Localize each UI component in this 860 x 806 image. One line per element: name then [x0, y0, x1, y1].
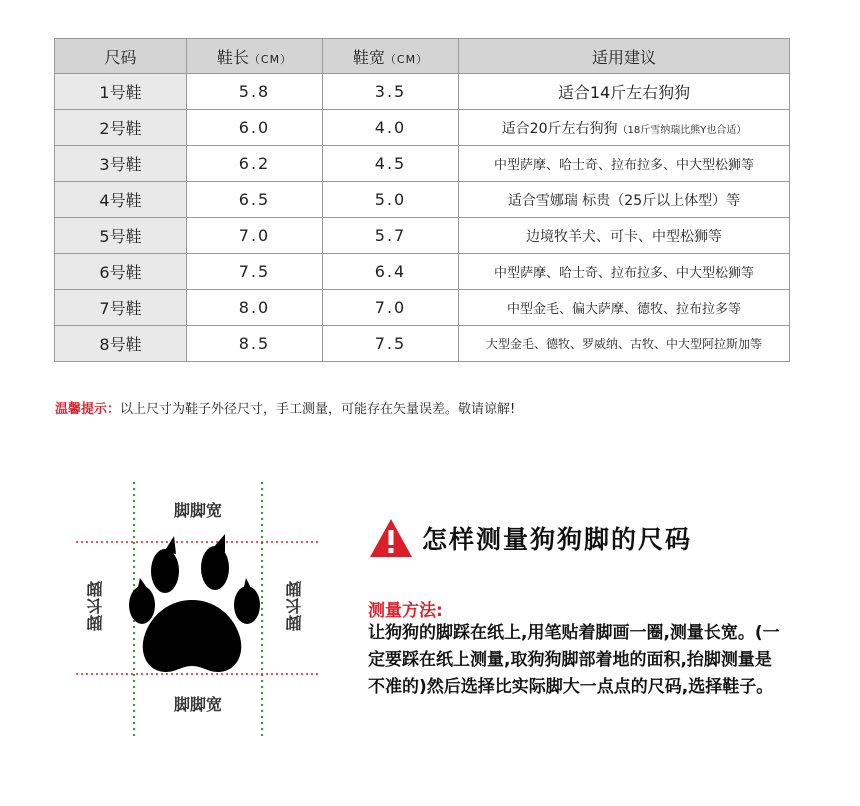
size-cell: 2号鞋	[55, 110, 187, 146]
header-size: 尺码	[55, 39, 187, 74]
paw-length-label-right: 脚长脚	[285, 580, 304, 631]
advice-cell: 适合雪娜瑞 标贵（25斤以上体型）等	[459, 182, 790, 218]
width-cell: 3.5	[323, 74, 459, 110]
advice-cell: 中型萨摩、哈士奇、拉布拉多、中大型松狮等	[459, 146, 790, 182]
paw-width-label-top: 脚脚宽	[174, 501, 223, 520]
header-length: 鞋长（CM）	[187, 39, 323, 74]
size-table	[54, 38, 790, 362]
width-cell: 7.0	[323, 290, 459, 326]
paw-length-label-left: 脚长脚	[86, 580, 105, 631]
table-row	[55, 254, 790, 290]
advice-cell: 中型金毛、偏大萨摩、德牧、拉布拉多等	[459, 290, 790, 326]
table-row	[55, 182, 790, 218]
advice-cell: 中型萨摩、哈士奇、拉布拉多、中大型松狮等	[459, 254, 790, 290]
length-cell: 8.0	[187, 290, 323, 326]
header-advice: 适用建议	[459, 39, 790, 74]
table-row	[55, 326, 790, 362]
method-label: 测量方法:	[368, 601, 443, 621]
measure-heading	[368, 516, 692, 560]
tip-label: 温馨提示：	[55, 402, 121, 417]
length-cell: 6.0	[187, 110, 323, 146]
length-cell: 8.5	[187, 326, 323, 362]
paw-width-label-bottom: 脚脚宽	[174, 695, 223, 714]
warning-icon	[368, 517, 414, 559]
width-cell: 4.0	[323, 110, 459, 146]
advice-cell: 适合20斤左右狗狗（18斤雪纳瑞比熊Y也合适）	[459, 110, 790, 146]
paw-measure-diagram	[72, 482, 322, 737]
size-cell: 3号鞋	[55, 146, 187, 182]
paw-print-icon	[129, 534, 260, 672]
size-cell: 1号鞋	[55, 74, 187, 110]
size-cell: 4号鞋	[55, 182, 187, 218]
length-cell: 7.0	[187, 218, 323, 254]
size-cell: 8号鞋	[55, 326, 187, 362]
length-cell: 6.2	[187, 146, 323, 182]
header-width: 鞋宽（CM）	[323, 39, 459, 74]
table-row	[55, 110, 790, 146]
table-row	[55, 146, 790, 182]
measure-heading-text: 怎样测量狗狗脚的尺码	[422, 525, 693, 554]
length-cell: 5.8	[187, 74, 323, 110]
width-cell: 6.4	[323, 254, 459, 290]
table-row	[55, 290, 790, 326]
length-cell: 7.5	[187, 254, 323, 290]
width-cell: 7.5	[323, 326, 459, 362]
advice-cell: 边境牧羊犬、可卡、中型松狮等	[459, 218, 790, 254]
tip-line	[55, 398, 515, 417]
tip-text: 以上尺寸为鞋子外径尺寸，手工测量，可能存在矢量误差。敬请谅解!	[120, 402, 516, 417]
length-cell: 6.5	[187, 182, 323, 218]
table-header-row	[55, 39, 790, 74]
width-cell: 5.0	[323, 182, 459, 218]
size-cell: 6号鞋	[55, 254, 187, 290]
table-row	[55, 74, 790, 110]
advice-cell: 大型金毛、德牧、罗威纳、古牧、中大型阿拉斯加等	[459, 326, 790, 362]
size-cell: 7号鞋	[55, 290, 187, 326]
width-cell: 4.5	[323, 146, 459, 182]
width-cell: 5.7	[323, 218, 459, 254]
advice-cell: 适合14斤左右狗狗	[459, 74, 790, 110]
method-text: 让狗狗的脚踩在纸上,用笔贴着脚画一圈,测量长宽。(一定要踩在纸上测量,取狗狗脚部着地的面积,抬脚测量是不准的)然后选择比实际脚大一点点的尺码,选择鞋子。	[368, 623, 780, 697]
table-row	[55, 218, 790, 254]
size-cell: 5号鞋	[55, 218, 187, 254]
